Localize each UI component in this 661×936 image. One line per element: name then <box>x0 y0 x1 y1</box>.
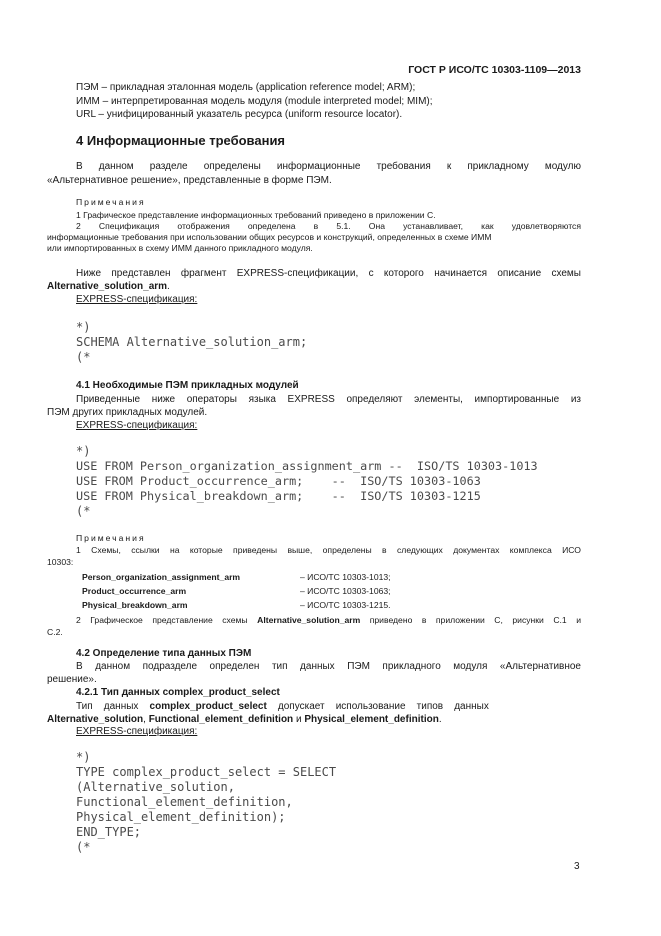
code-line: USE FROM Physical_breakdown_arm; -- ISO/TS 10303-1215 <box>76 489 481 503</box>
code-line: *) <box>76 444 91 458</box>
section-4-2-1-line2: Alternative_solution, Functional_element_definition и Physical_element_definition. <box>47 714 442 725</box>
code-line: TYPE complex_product_select = SELECT <box>76 765 337 779</box>
code-line: (* <box>76 840 91 854</box>
code-line: SCHEMA Alternative_solution_arm; <box>76 335 308 349</box>
section-4-1-express-label: EXPRESS-спецификация: <box>76 420 198 431</box>
section-4-note-1: 1 Графическое представление информационных требований приведено в приложении С. <box>76 210 436 220</box>
abbreviation-url: URL – унифицированный указатель ресурса (uniform resource locator). <box>76 109 403 120</box>
page-number: 3 <box>574 861 580 872</box>
section-4-2-1-title: 4.2.1 Тип данных complex_product_select <box>76 687 280 698</box>
section-4-1-para-line1: Приведенные ниже операторы языка EXPRESS определяют элементы, импортированные из <box>76 394 581 405</box>
code-line: (* <box>76 504 91 518</box>
ref-doc: – ИСО/ТС 10303-1215. <box>300 600 391 610</box>
section-4-note-2-line3: или импортированных в схему ИММ данного прикладного модуля. <box>47 243 313 253</box>
code-line: *) <box>76 320 91 334</box>
section-4-2-title: 4.2 Определение типа данных ПЭМ <box>76 648 252 659</box>
section-4-note-2-line1: 2 Спецификация отображения определена в 5.1. Она устанавливает, как удовлетворяются <box>76 221 581 231</box>
section-4-express-label: EXPRESS-спецификация: <box>76 294 198 305</box>
code-line: (Alternative_solution, <box>76 780 235 794</box>
section-4-1-title: 4.1 Необходимые ПЭМ прикладных модулей <box>76 380 299 391</box>
section-4-1-note-1-line1: 1 Схемы, ссылки на которые приведены выше, определены в следующих документах комплекса ИСО <box>76 545 581 555</box>
section-4-1-note-1-line2: 10303: <box>47 557 74 567</box>
ref-name: Product_occurrence_arm <box>82 586 187 596</box>
ref-doc: – ИСО/ТС 10303-1013; <box>300 572 391 582</box>
section-4-notes-title: Примечания <box>76 197 146 207</box>
section-4-note-2-line2: информационные требования при использовании общих ресурсов и конструкций, определенных в схеме ИММ <box>47 232 492 242</box>
abbreviation-arm: ПЭМ – прикладная эталонная модель (application reference model; ARM); <box>76 82 416 93</box>
code-line: Physical_element_definition); <box>76 810 286 824</box>
section-4-2-1-line1: Тип данных complex_product_select допускает использование типов данных <box>76 701 489 712</box>
section-4-para1-line2: «Альтернативное решение», представленные в форме ПЭМ. <box>47 175 332 186</box>
ref-doc: – ИСО/ТС 10303-1063; <box>300 586 391 596</box>
section-4-1-para-line2: ПЭМ других прикладных модулей. <box>47 407 208 418</box>
section-4-para2-line2: Alternative_solution_arm. <box>47 281 170 292</box>
code-line: END_TYPE; <box>76 825 142 839</box>
code-line: Functional_element_definition, <box>76 795 293 809</box>
section-4-1-note-2-line1: 2 Графическое представление схемы Alternative_solution_arm приведено в приложении С, рисунки С.1 и <box>76 615 582 625</box>
abbreviation-mim: ИММ – интерпретированная модель модуля (module interpreted model; MIM); <box>76 96 433 107</box>
section-4-1-notes-title: Примечания <box>76 533 146 543</box>
code-line: USE FROM Product_occurrence_arm; -- ISO/TS 10303-1063 <box>76 474 481 488</box>
section-4-1-note-2-line2: С.2. <box>47 627 63 637</box>
code-line: *) <box>76 750 91 764</box>
document-header: ГОСТ Р ИСО/ТС 10303-1109—2013 <box>408 64 581 76</box>
section-4-2-para-line2: решение». <box>47 674 97 685</box>
ref-name: Physical_breakdown_arm <box>82 600 188 610</box>
section-4-2-para-line1: В данном подразделе определен тип данных ПЭМ прикладного модуля «Альтернативное <box>76 661 581 672</box>
code-line: (* <box>76 350 91 364</box>
section-4-para1-line1: В данном разделе определены информационные требования к прикладному модулю <box>76 161 581 172</box>
code-line: USE FROM Person_organization_assignment_arm -- ISO/TS 10303-1013 <box>76 459 538 473</box>
section-4-para2-line1: Ниже представлен фрагмент EXPRESS-спецификации, с которого начинается описание схемы <box>76 268 581 279</box>
section-4-title: 4 Информационные требования <box>76 133 286 148</box>
ref-name: Person_organization_assignment_arm <box>82 572 241 582</box>
section-4-2-express-label: EXPRESS-спецификация: <box>76 726 198 737</box>
